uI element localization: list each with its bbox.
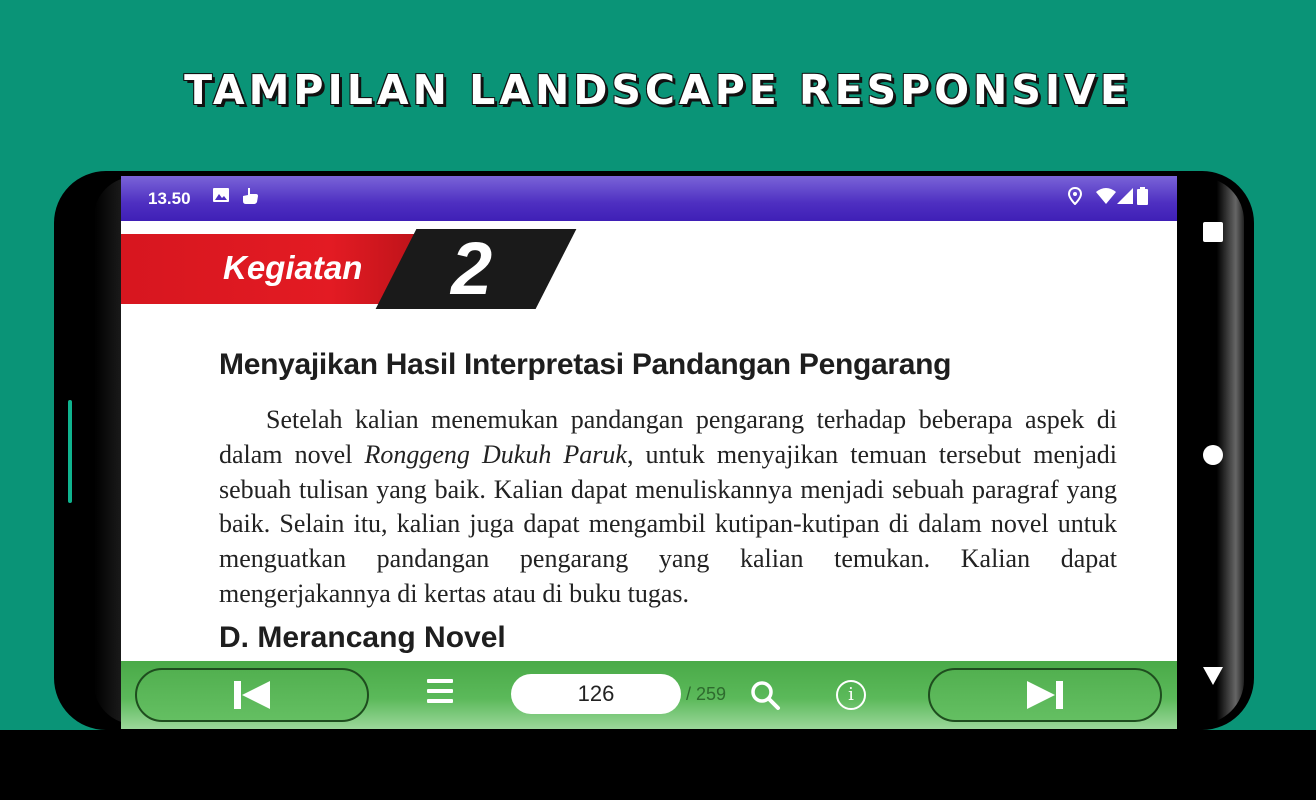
novel-title: Ronggeng Dukuh Paruk <box>364 439 627 469</box>
skip-back-icon <box>232 679 272 711</box>
activity-label: Kegiatan <box>223 249 363 286</box>
menu-button[interactable] <box>427 679 455 707</box>
menu-icon-bar <box>427 699 453 703</box>
phone-side-button <box>68 400 72 503</box>
image-icon <box>213 187 229 207</box>
signal-icon <box>1117 187 1133 210</box>
skip-forward-icon <box>1025 679 1065 711</box>
status-time: 13.50 <box>148 189 191 208</box>
home-button[interactable] <box>1200 442 1226 468</box>
search-button[interactable] <box>749 679 781 711</box>
recents-button[interactable] <box>1200 219 1226 245</box>
menu-icon-bar <box>427 689 453 693</box>
info-button[interactable] <box>836 680 866 710</box>
back-button[interactable] <box>1200 663 1226 689</box>
hand-icon <box>241 187 259 210</box>
screen <box>121 176 1177 729</box>
info-icon: i <box>848 684 854 705</box>
bottom-band <box>0 730 1316 800</box>
first-page-button[interactable] <box>135 668 369 722</box>
menu-icon-bar <box>427 679 453 683</box>
battery-icon <box>1137 187 1148 210</box>
section-title: Menyajikan Hasil Interpretasi Pandangan Pengarang <box>219 348 952 381</box>
paragraph-text-2: , untuk menyajikan temuan tersebut menjadi sebuah tulisan yang baik. Kalian dapat menuliskannya menjadi sebuah paragraf yang baik. Selain itu, kalian juga dapat mengambil kutipan-kutipan di dalam novel untuk menguatkan pandangan pengarang yang kalian temukan. Kalian dapat mengerjakannya di kertas atau di buku tugas. <box>219 439 1118 608</box>
circle-icon <box>1200 442 1226 468</box>
subsection-title: D. Merancang Novel <box>219 621 506 654</box>
book-page <box>121 221 1177 661</box>
last-page-button[interactable] <box>928 668 1162 722</box>
location-icon <box>1068 187 1082 210</box>
paragraph-text-1: Setelah kalian menemukan pandangan pengarang terhadap beberapa aspek di dalam novel <box>219 405 1117 469</box>
reader-toolbar <box>121 661 1177 729</box>
wifi-icon <box>1095 187 1117 210</box>
total-pages: / 259 <box>686 684 727 704</box>
activity-number: 2 <box>451 227 493 310</box>
square-icon <box>1200 219 1226 245</box>
page-number-input[interactable] <box>511 674 681 714</box>
headline: TAMPILAN LANDSCAPE RESPONSIVE <box>184 66 1132 114</box>
body-paragraph <box>219 403 1117 612</box>
triangle-down-icon <box>1200 663 1226 689</box>
search-icon <box>749 679 781 711</box>
status-bar <box>121 176 1177 221</box>
